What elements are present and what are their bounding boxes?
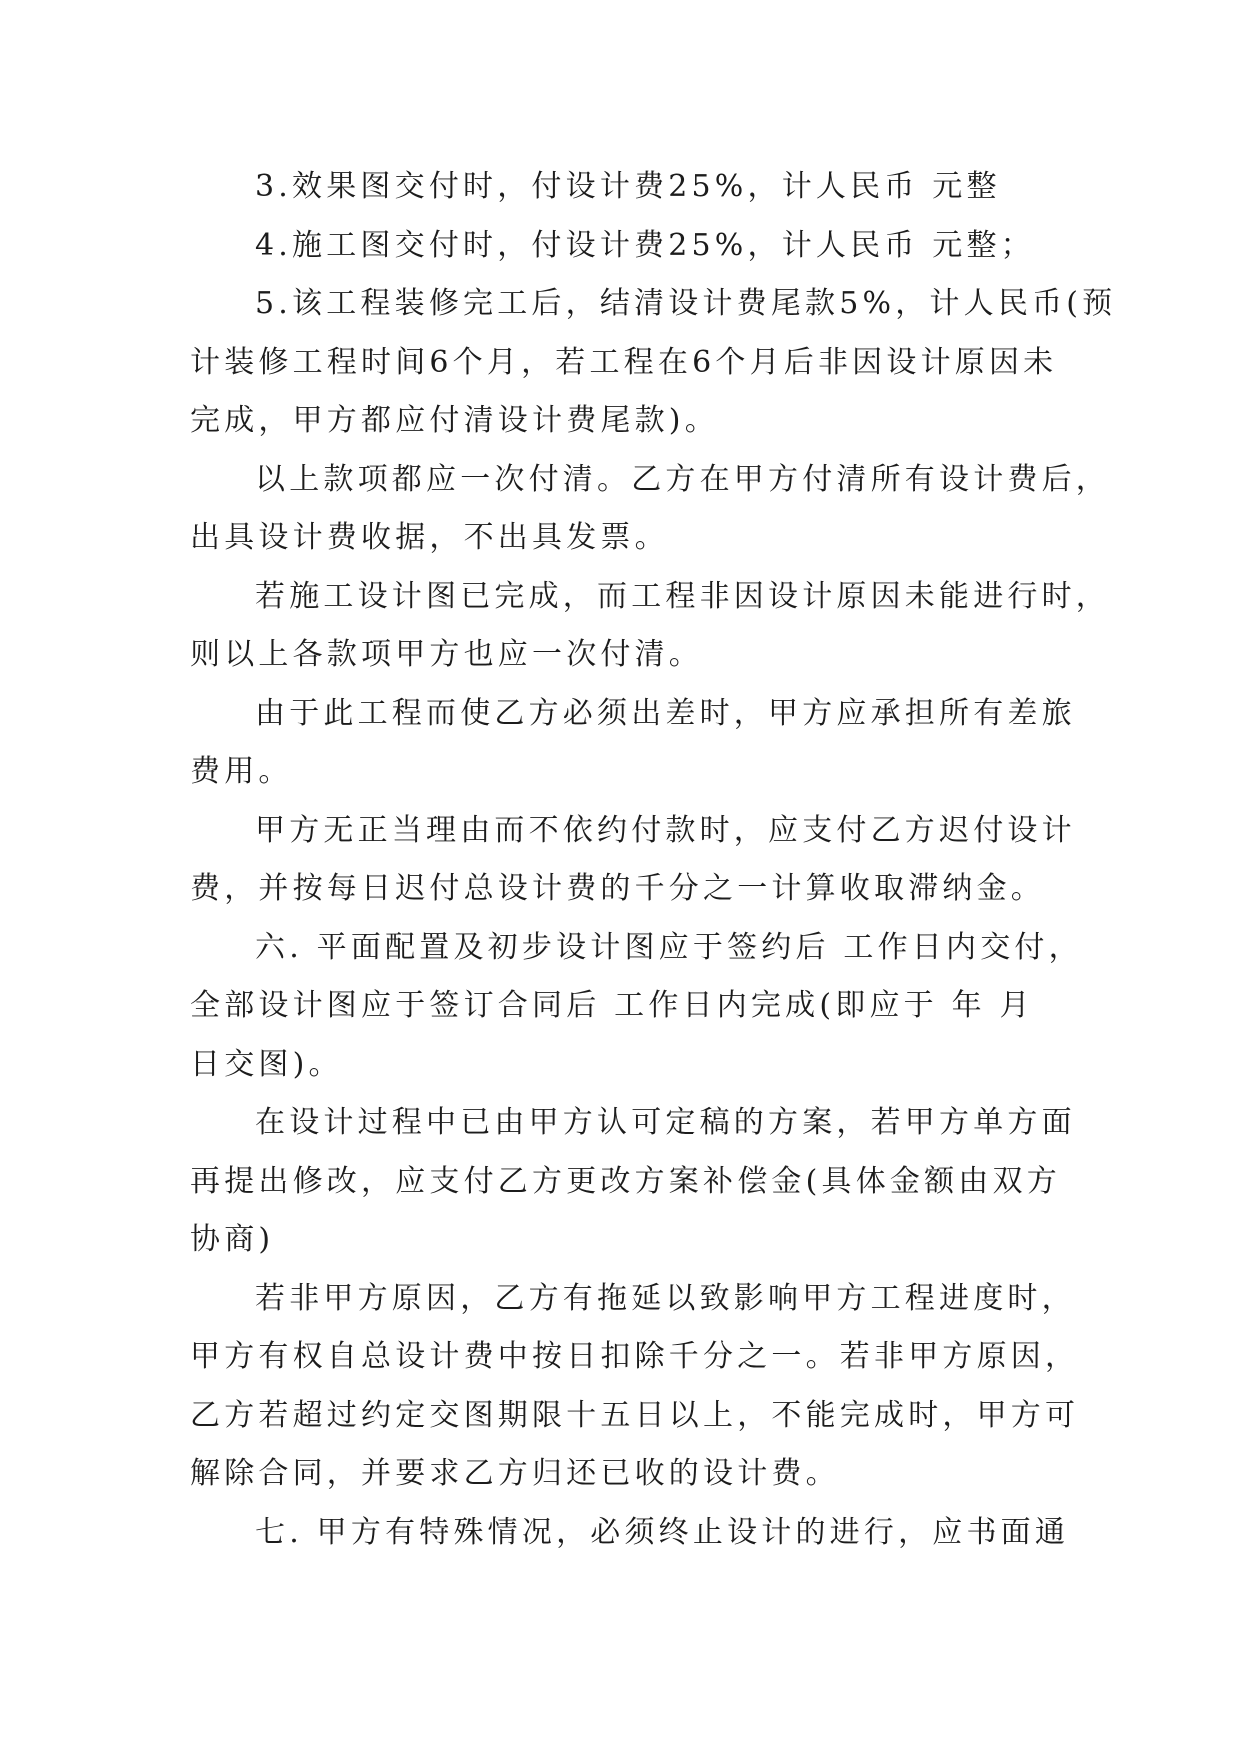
text-line: 出具设计费收据，不出具发票。: [190, 520, 669, 555]
text-line: 七. 甲方有特殊情况，必须终止设计的进行，应书面通: [255, 1514, 1070, 1550]
text-line: 甲方无正当理由而不依约付款时，应支付乙方迟付设计: [255, 812, 1076, 848]
text-line: 协商): [190, 1222, 275, 1257]
text-line: 若施工设计图已完成，而工程非因设计原因未能进行时，: [255, 578, 1110, 614]
text-line: 日交图)。: [190, 1046, 343, 1082]
text-line: 若非甲方原因，乙方有拖延以致影响甲方工程进度时，: [255, 1280, 1076, 1316]
text-line: 计装修工程时间6个月，若工程在6个月后非因设计原因未: [190, 344, 1058, 380]
text-line: 甲方有权自总设计费中按日扣除千分之一。若非甲方原因，: [190, 1339, 1080, 1374]
text-line: 全部设计图应于签订合同后 工作日内完成(即应于 年 月: [190, 988, 1034, 1023]
document-body: [190, 158, 1117, 1562]
text-line: 费，并按每日迟付总设计费的千分之一计算收取滞纳金。: [190, 871, 1045, 906]
text-line: 解除合同，并要求乙方归还已收的设计费。: [190, 1456, 840, 1491]
text-line: 再提出修改，应支付乙方更改方案补偿金(具体金额由双方: [190, 1163, 1061, 1199]
text-line: 由于此工程而使乙方必须出差时，甲方应承担所有差旅: [255, 695, 1076, 731]
text-line: 费用。: [190, 754, 293, 789]
text-line: 以上款项都应一次付清。乙方在甲方付清所有设计费后，: [255, 461, 1110, 497]
text-line: 5.该工程装修完工后，结清设计费尾款5%，计人民币(预: [255, 286, 1117, 321]
text-line: 乙方若超过约定交图期限十五日以上，不能完成时，甲方可: [190, 1397, 1080, 1433]
text-line: 在设计过程中已由甲方认可定稿的方案，若甲方单方面: [255, 1105, 1076, 1140]
text-line: 则以上各款项甲方也应一次付清。: [190, 637, 703, 672]
text-line: 4.施工图交付时，付设计费25%，计人民币 元整；: [255, 227, 1035, 263]
text-line: 3.效果图交付时，付设计费25%，计人民币 元整: [255, 169, 1001, 204]
text-line: 六. 平面配置及初步设计图应于签约后 工作日内交付，: [255, 929, 1083, 965]
text-line: 完成，甲方都应付清设计费尾款)。: [190, 403, 719, 438]
